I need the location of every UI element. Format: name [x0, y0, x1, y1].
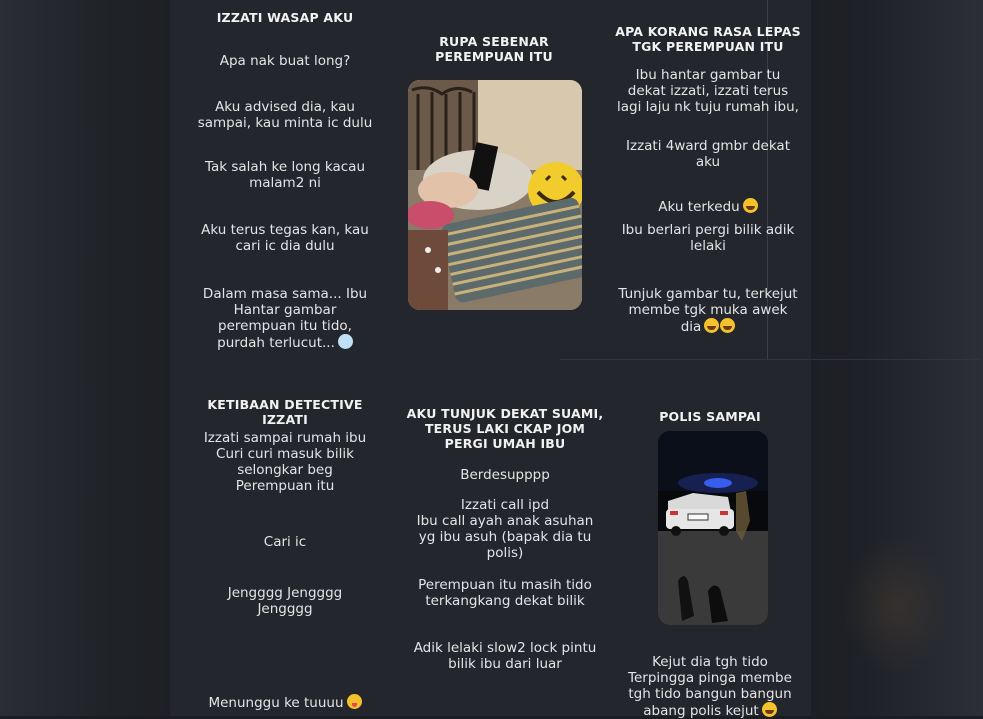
divider-horizontal: [560, 359, 981, 360]
bed-photo: [408, 80, 582, 310]
face-screaming-icon: [338, 334, 353, 349]
text-line: Ibu berlari pergi bilik adik lelaki: [621, 222, 795, 254]
face-tears-of-joy-icon: [743, 198, 758, 213]
background-left: [0, 0, 170, 716]
text-line: Ibu hantar gambar tu dekat izzati, izzati terus lagi laju nk tuju rumah ibu,: [617, 67, 799, 115]
card-rupa-sebenar: [398, 34, 590, 324]
card-title: AKU TUNJUK DEKAT SUAMI, TERUS LAKI CKAP JOM PERGI UMAH IBU: [406, 406, 604, 451]
bed-photo-image: [408, 80, 582, 310]
text-line: [605, 182, 811, 215]
card-izzati-wasap: [185, 10, 385, 350]
text-line: Perempuan itu masih tido terkangkang dekat bilik: [418, 577, 592, 609]
face-tears-of-joy-icon: [720, 318, 735, 333]
text-line: [185, 270, 385, 351]
text-line-body: Kejut dia tgh tido Terpingga pinga membe tgh tido bangun bangun abang polis kejut: [628, 654, 792, 719]
card-title: RUPA SEBENAR PEREMPUAN ITU: [435, 34, 553, 64]
face-tongue-icon: [347, 694, 362, 709]
text-line: Aku advised dia, kau sampai, kau minta ic dulu: [197, 99, 373, 131]
text-line: Berdesupppp: [460, 467, 550, 483]
text-line-body: Tunjuk gambar tu, terkejut membe tgk muka awek dia: [618, 286, 798, 335]
card-title: KETIBAAN DETECTIVE IZZATI: [207, 397, 363, 427]
text-line: Tak salah ke long kacau malam2 ni: [204, 159, 366, 191]
face-tears-of-joy-icon: [704, 318, 719, 333]
card-title: IZZATI WASAP AKU: [216, 10, 354, 25]
text-line: Apa nak buat long?: [219, 53, 351, 69]
text-line: Jengggg Jengggg Jengggg: [227, 585, 343, 617]
text-line: Cari ic: [263, 534, 307, 550]
text-line: Izzati sampai rumah ibu Curi curi masuk bilik selongkar beg Perempuan itu: [203, 430, 367, 494]
text-line: Izzati call ipd Ibu call ayah anak asuhan yg ibu asuh (bapak dia tu polis): [416, 497, 594, 561]
police-car-photo: [658, 431, 768, 625]
text-line-body: Aku terkedu: [658, 199, 740, 215]
background-right: [811, 0, 983, 716]
story-panel: [170, 0, 811, 719]
text-line: [605, 270, 811, 335]
text-line: [615, 638, 805, 719]
card-title: APA KORANG RASA LEPAS TGK PEREMPUAN ITU: [615, 24, 801, 54]
text-line-body: Menunggu ke tuuuu: [208, 695, 344, 711]
text-line-body: Dalam masa sama... Ibu Hantar gambar perempuan itu tido, purdah terlucut...: [202, 286, 368, 351]
text-line: Aku terus tegas kan, kau cari ic dia dulu: [201, 222, 369, 254]
face-tears-of-joy-icon: [762, 702, 777, 717]
text-line: Izzati 4ward gmbr dekat aku: [626, 138, 790, 170]
police-car-photo-image: [658, 431, 768, 625]
text-line: [185, 678, 385, 711]
card-aku-tunjuk-suami: [405, 406, 605, 706]
card-title: POLIS SAMPAI: [659, 409, 761, 424]
card-polis-sampai: [615, 409, 805, 719]
card-ketibaan-detective: [185, 397, 385, 711]
text-line: Adik lelaki slow2 lock pintu bilik ibu dari luar: [413, 640, 597, 672]
card-apa-korang-rasa: [605, 24, 811, 335]
